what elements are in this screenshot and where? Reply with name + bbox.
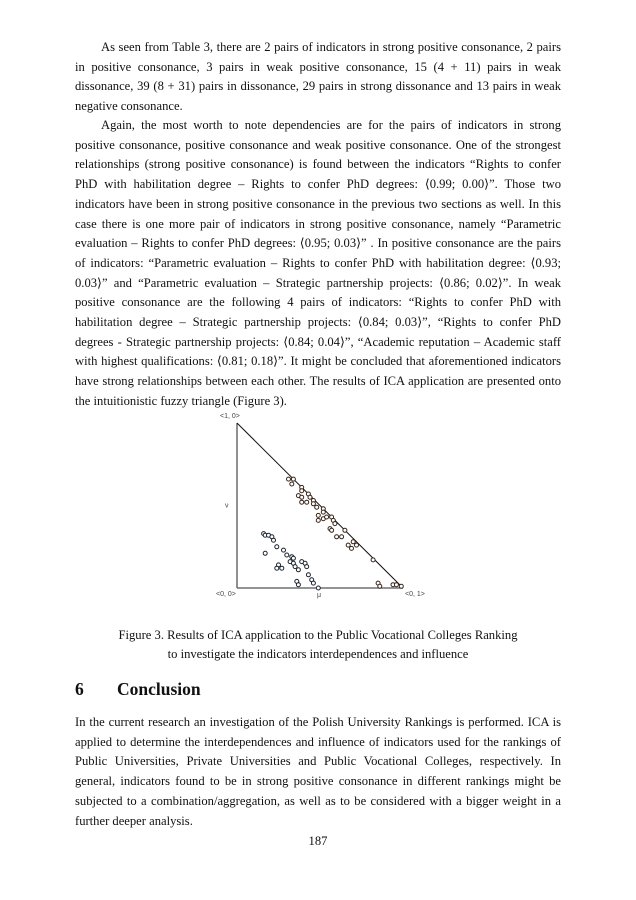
data-point [330, 528, 334, 532]
vertex-label-top: <1, 0> [220, 413, 240, 420]
data-point [333, 522, 337, 526]
data-point [305, 500, 309, 504]
data-point [285, 553, 289, 557]
paragraph-dependencies: Again, the most worth to note dependencies are for the pairs of indicators in strong positive consonance, positive consonance and weak positive consonance. One of the strongest relationships (strong positive consonance) is found between the indicators “Rights to confer PhD with habilitation degree – Rights to confer PhD degrees: ⟨0.99; 0.00⟩”. Those two indicators have been in strong positive consonance in the previous two sections as well. In this case there is one more pair of indicators in strong positive consonance, namely “Parametric evaluation – Rights to confer PhD degrees: ⟨0.95; 0.03⟩” . In positive consonance are the pairs of indicators: “Parametric evaluation – Rights to confer PhD with habilitation degree: ⟨0.93; 0.03⟩” and “Parametric evaluation – Strategic partnership projects: ⟨0.86; 0.02⟩”. In weak positive consonance are the following 4 pairs of indicators: “Rights to confer PhD with habilitation degree – Strategic partnership projects: ⟨0.84; 0.03⟩”, “Rights to confer PhD degrees - Strategic partnership projects: ⟨0.84; 0.04⟩”, “Academic reputation – Academic staff with highest qualifications: ⟨0.81; 0.18⟩”. It might be concluded that aforementioned indicators have strong relationships between each other. The results of ICA application are presented onto the intuitionistic fuzzy triangle (Figure 3). [75, 118, 561, 408]
data-point [316, 518, 320, 522]
caption-line-2: to investigate the indicators interdependences and influence [167, 647, 469, 661]
data-point [311, 581, 315, 585]
data-point [325, 515, 329, 519]
data-point [306, 573, 310, 577]
data-point [282, 548, 286, 552]
data-point [287, 477, 291, 481]
data-point [296, 583, 300, 587]
paragraph-conclusion: In the current research an investigation of the Polish University Rankings is performed. ICA is applied to determine the interdependences and influence of indicators used for the rankings of Public Universities, Private Universities and Public Vocational Colleges, respectively. In general, indicators found to be in strong positive consonance in different rankings might be subjected to a combination/aggregation, as well as to be considered with a bigger weight in a further deeper analysis. [75, 715, 561, 828]
page-number: 187 [308, 834, 328, 848]
data-point [275, 545, 279, 549]
section-heading [75, 679, 201, 700]
data-point [315, 505, 319, 509]
data-point [378, 584, 382, 588]
data-point [290, 482, 294, 486]
section-number: 6 [75, 679, 84, 699]
data-point [350, 546, 354, 550]
data-point [272, 538, 276, 542]
data-point [340, 535, 344, 539]
data-point [300, 489, 304, 493]
data-point [296, 568, 300, 572]
section-title: Conclusion [117, 679, 201, 699]
y-axis-label: ν [225, 502, 229, 510]
caption-line-1: Figure 3. Results of ICA application to the Public Vocational Colleges Ranking [118, 628, 518, 642]
data-point [293, 565, 297, 569]
data-point [335, 535, 339, 539]
paragraph-table3-summary: As seen from Table 3, there are 2 pairs of indicators in strong positive consonance, 2 pairs in positive consonance, 3 pairs in weak positive consonance, 15 (4 + 11) pairs in weak dissonance, 39 (8 + 31) pairs in dissonance, 29 pairs in strong dissonance and 13 pairs in weak negative consonance. [75, 40, 561, 114]
triangle-hypotenuse [237, 423, 403, 588]
figure-caption [60, 626, 576, 664]
data-point [399, 584, 403, 588]
data-point [343, 528, 347, 532]
data-point [275, 566, 279, 570]
data-point [280, 566, 284, 570]
data-point [346, 543, 350, 547]
data-point [394, 583, 398, 587]
data-point [351, 540, 355, 544]
x-axis-label: μ [317, 592, 322, 599]
data-point [371, 558, 375, 562]
ica-triangle-chart [200, 400, 440, 610]
data-point [300, 495, 304, 499]
data-point [263, 551, 267, 555]
data-point [300, 500, 304, 504]
data-point [305, 565, 309, 569]
figure-3-ica-triangle [200, 400, 440, 610]
vertex-label-origin: <0, 0> [216, 591, 236, 598]
data-point [308, 495, 312, 499]
data-point [316, 586, 320, 590]
data-point [311, 502, 315, 506]
data-point [291, 477, 295, 481]
vertex-label-right: <0, 1> [405, 591, 425, 598]
data-points [262, 477, 404, 590]
data-point [321, 510, 325, 514]
data-point [355, 543, 359, 547]
data-point [291, 556, 295, 560]
data-point [316, 513, 320, 517]
